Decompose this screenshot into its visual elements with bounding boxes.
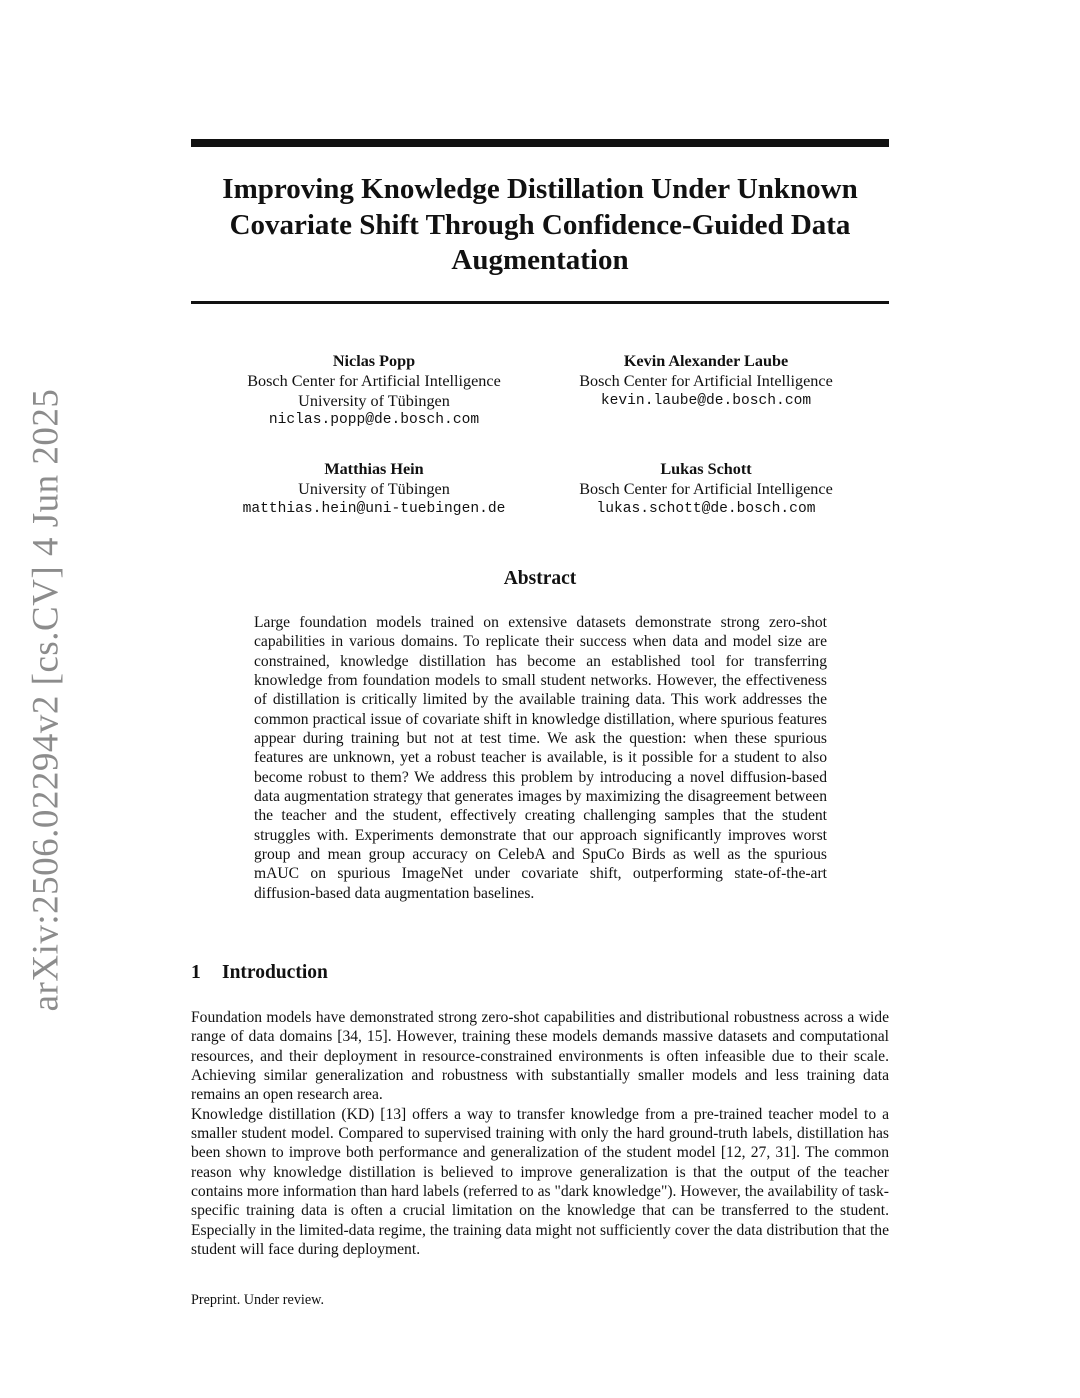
introduction-body [191,1008,889,1259]
author-email[interactable]: lukas.schott@de.bosch.com [596,500,816,517]
author-affiliation: Bosch Center for Artificial Intelligence [247,371,501,390]
author-email[interactable]: kevin.laube@de.bosch.com [600,392,812,409]
abstract-heading: Abstract [503,568,577,589]
paragraph: Foundation models have demonstrated strong zero-shot capabilities and distributional robustness across a wide range of data domains [34, 15]. However, training these models demands massive datasets and computational resources, and their deployment in resource-constrained environments is often infeasible due to their scale. Achieving similar generalization and robustness with substantially smaller models and less training data remains an open research area. [191,1009,889,1104]
author-affiliation: University of Tübingen [298,391,450,410]
paper-title: Improving Knowledge Distillation Under Unknown Covariate Shift Through Confidence-Guided Data Augmentation [222,173,858,276]
section-heading-introduction [191,962,328,984]
section-number: 1 [191,962,201,983]
author-block-laube [546,352,866,411]
author-email[interactable]: niclas.popp@de.bosch.com [268,412,480,429]
author-affiliation: Bosch Center for Artificial Intelligence [579,479,833,498]
paragraph: Knowledge distillation (KD) [13] offers a way to transfer knowledge from a pre-trained teacher model to a smaller student model. Compared to supervised training with only the hard ground-truth labels, distillation has been shown to improve both performance and generalization of the student model [12, 27, 31]. The common reason why knowledge distillation is believed to improve generalization is that the output of the teacher contains more information than hard labels (referred to as "dark knowledge"). However, the availability of task-specific training data is often a crucial limitation on the knowledge that can be transferred to the student. Especially in the limited-data regime, the training data might not sufficiently cover the data distribution that the student will face during deployment. [191,1105,889,1259]
title-top-rule [191,139,889,147]
author-name: Matthias Hein [324,460,424,478]
title-bottom-rule [191,301,889,304]
author-name: Niclas Popp [332,352,416,370]
author-email[interactable]: matthias.hein@uni-tuebingen.de [242,500,506,517]
author-name: Kevin Alexander Laube [623,352,789,370]
author-block-hein [214,460,534,519]
author-affiliation: University of Tübingen [298,479,450,498]
author-block-popp [214,352,534,431]
arxiv-identifier-stamp: arXiv:2506.02294v2 [cs.CV] 4 Jun 2025 [25,388,67,1012]
preprint-footer: Preprint. Under review. [191,1292,325,1308]
author-affiliation: Bosch Center for Artificial Intelligence [579,371,833,390]
author-name: Lukas Schott [660,460,752,478]
author-block-schott [546,460,866,519]
abstract-text: Large foundation models trained on extensive datasets demonstrate strong zero-shot capabilities in various domains. To replicate their success when data and model size are constrained, knowledge distillation has become an established tool for transferring knowledge from foundation models to small student networks. However, the effectiveness of distillation is critically limited by the available training data. This work addresses the common practical issue of covariate shift in knowledge distillation, where spurious features appear during training but not at test time. We ask the question: when these spurious features are unknown, yet a robust teacher is available, is it possible for a student to also become robust to them? We address this problem by introducing a novel diffusion-based data augmentation strategy that generates images by maximizing the disagreement between the teacher and the student, effectively creating challenging samples that the student struggles with. Experiments demonstrate that our approach significantly improves worst group and mean group accuracy on CelebA and SpuCo Birds as well as the spurious mAUC on spurious ImageNet under covariate shift, outperforming state-of-the-art diffusion-based data augmentation baselines. [254,614,827,902]
section-title: Introduction [222,962,328,983]
